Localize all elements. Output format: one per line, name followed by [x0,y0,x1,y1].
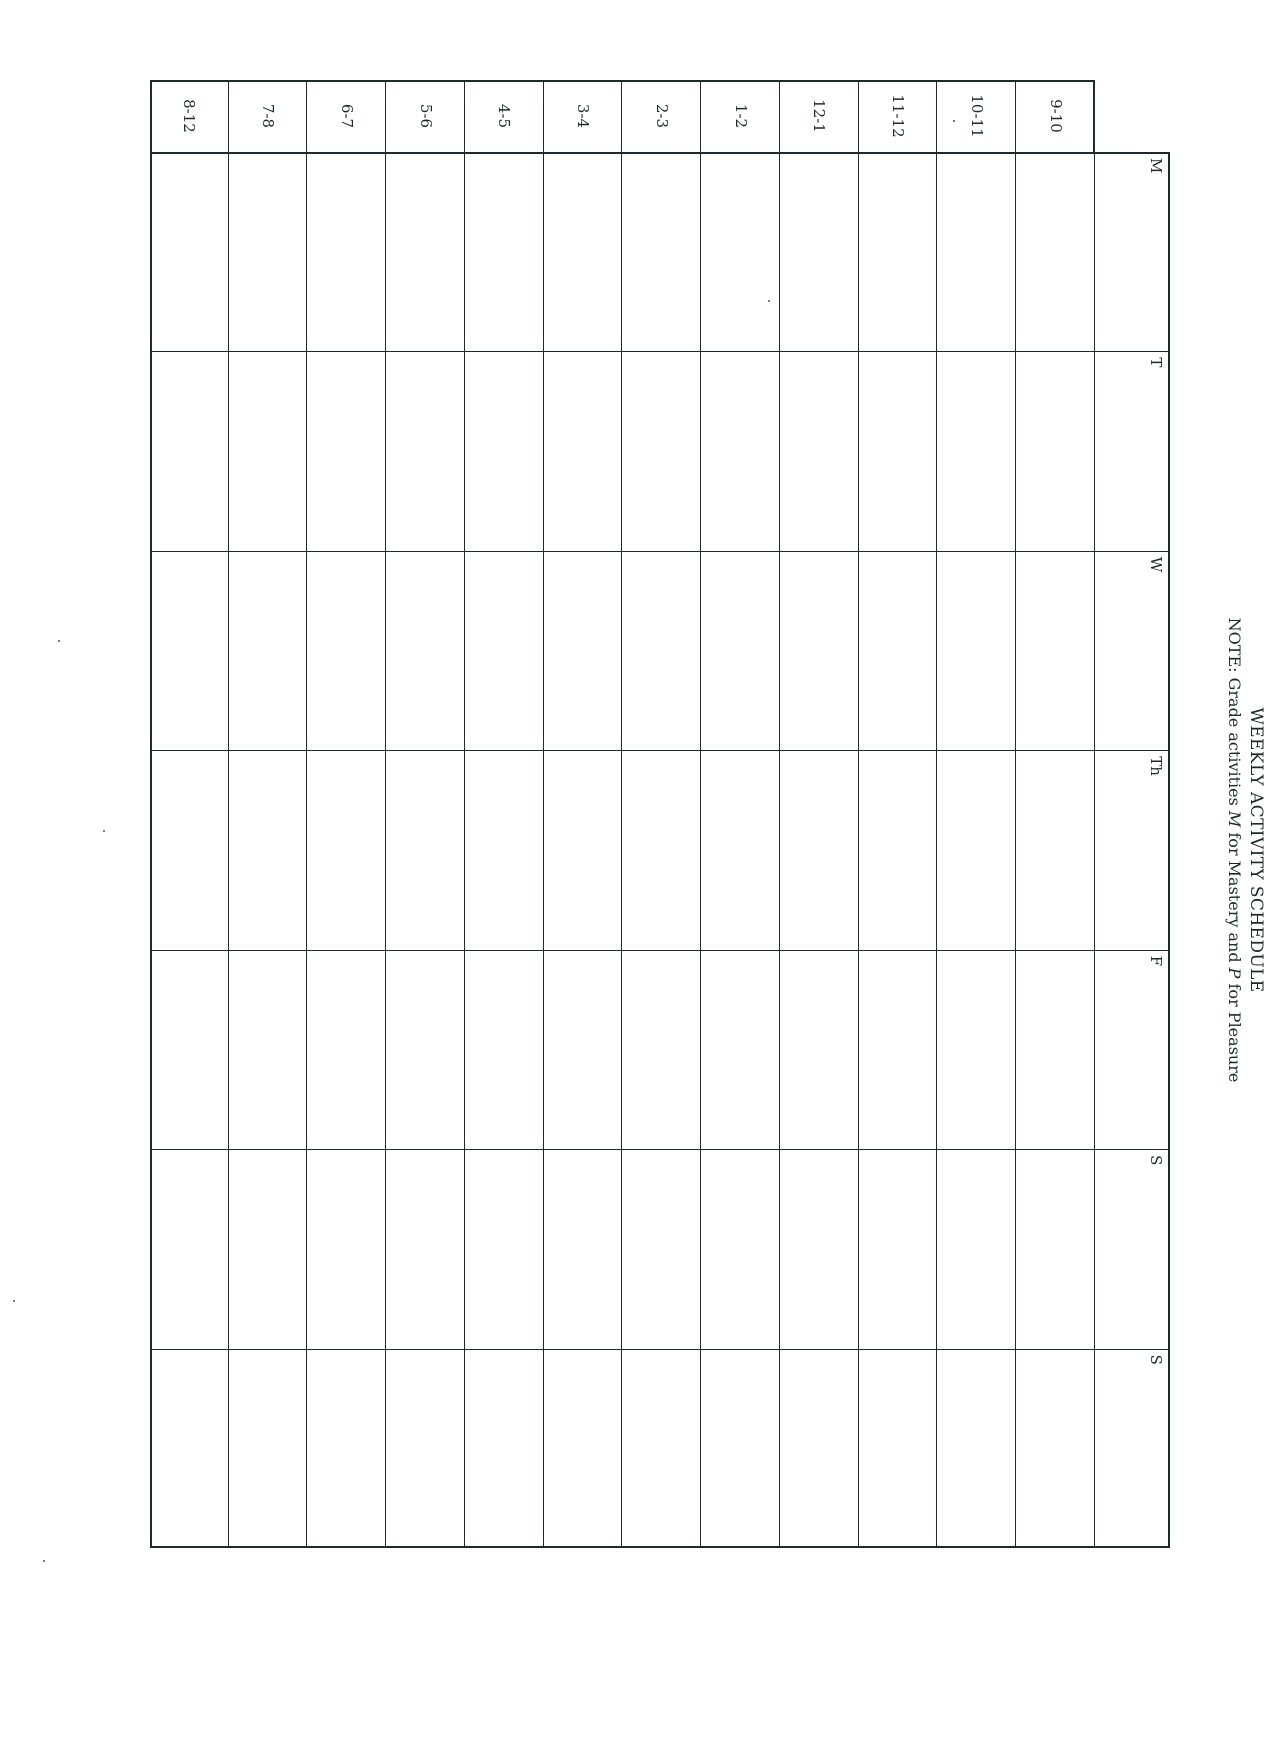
schedule-cell[interactable] [150,351,229,550]
schedule-cell[interactable] [544,1149,623,1348]
schedule-cell[interactable] [1016,750,1095,949]
note-prefix: NOTE: Grade activities [1225,617,1244,811]
schedule-cell[interactable] [701,351,780,550]
schedule-cell[interactable] [229,950,308,1149]
time-slot-label: 3-4 [574,103,593,129]
note-middle: for Mastery and [1225,827,1244,968]
schedule-cell[interactable] [623,1149,702,1348]
schedule-cell[interactable] [623,950,702,1149]
schedule-cell[interactable] [465,1349,544,1548]
schedule-cell[interactable] [308,152,387,351]
schedule-cell[interactable] [701,950,780,1149]
schedule-cell[interactable] [386,1149,465,1348]
schedule-cell[interactable] [780,750,859,949]
schedule-cell[interactable] [386,351,465,550]
time-slot-label: 12-1 [810,99,829,133]
grading-note [1225,0,1244,1700]
schedule-cell[interactable] [701,152,780,351]
day-header-2: T [1147,357,1165,368]
schedule-cell[interactable] [859,152,938,351]
schedule-cell[interactable] [780,950,859,1149]
schedule-cell[interactable] [150,950,229,1149]
scan-speck [58,640,60,642]
schedule-cell[interactable] [544,750,623,949]
schedule-cell[interactable] [308,551,387,750]
schedule-cell[interactable] [150,551,229,750]
schedule-cell[interactable] [544,950,623,1149]
schedule-cell[interactable] [544,551,623,750]
time-slot-label: 4-5 [495,103,514,129]
schedule-cell[interactable] [308,351,387,550]
schedule-cell[interactable] [308,1149,387,1348]
schedule-cell[interactable] [938,551,1017,750]
schedule-cell[interactable] [938,950,1017,1149]
schedule-cell[interactable] [150,750,229,949]
schedule-cell[interactable] [308,1349,387,1548]
schedule-cell[interactable] [859,750,938,949]
schedule-cell[interactable] [623,551,702,750]
day-header-3: W [1147,556,1165,573]
schedule-cell[interactable] [859,1149,938,1348]
time-slot-label: 5-6 [416,103,435,129]
schedule-cell[interactable] [1016,152,1095,351]
time-slot-label: 7-8 [259,103,278,129]
schedule-cell[interactable] [229,152,308,351]
schedule-cell[interactable] [780,551,859,750]
time-slot-label: 1-2 [731,103,750,129]
time-slot-label: 9-10 [1046,99,1065,133]
schedule-cell[interactable] [780,1349,859,1548]
schedule-cell[interactable] [938,750,1017,949]
schedule-cell[interactable] [229,1349,308,1548]
schedule-cell[interactable] [229,750,308,949]
page-title: WEEKLY ACTIVITY SCHEDULE [1246,707,1266,993]
time-slot-label: 10-11 [967,94,986,138]
schedule-cell[interactable] [780,1149,859,1348]
schedule-cell[interactable] [1016,1349,1095,1548]
schedule-cell[interactable] [386,551,465,750]
schedule-cell[interactable] [1016,551,1095,750]
note-mastery-letter: M [1225,810,1244,828]
day-header-4: Th [1147,756,1165,776]
schedule-cell[interactable] [150,1149,229,1348]
schedule-cell[interactable] [465,950,544,1149]
schedule-cell[interactable] [465,351,544,550]
schedule-cell[interactable] [859,551,938,750]
schedule-cell[interactable] [1016,950,1095,1149]
schedule-cell[interactable] [229,1149,308,1348]
time-column-frame [150,80,1095,154]
scan-speck [953,120,955,122]
schedule-cell[interactable] [701,750,780,949]
day-header-5: F [1147,955,1165,967]
schedule-cell[interactable] [623,351,702,550]
schedule-cell[interactable] [229,551,308,750]
schedule-cell[interactable] [859,351,938,550]
scan-speck [13,1300,15,1302]
schedule-cell[interactable] [544,1349,623,1548]
schedule-cell[interactable] [386,750,465,949]
schedule-cell[interactable] [308,950,387,1149]
schedule-cell[interactable] [1016,351,1095,550]
schedule-cell[interactable] [701,551,780,750]
time-slot-label: 6-7 [337,103,356,129]
schedule-cell[interactable] [544,351,623,550]
schedule-cell[interactable] [859,1349,938,1548]
scan-speck [768,300,770,302]
schedule-cell[interactable] [308,750,387,949]
time-slot-label: 8-12 [180,99,199,133]
schedule-cell[interactable] [938,1349,1017,1548]
day-header-1: M [1147,158,1165,174]
schedule-cell[interactable] [623,750,702,949]
schedule-cell[interactable] [701,1349,780,1548]
schedule-cell[interactable] [1016,1149,1095,1348]
schedule-cell[interactable] [938,1149,1017,1348]
schedule-cell[interactable] [938,351,1017,550]
note-pleasure-letter: P [1225,967,1244,979]
schedule-cell[interactable] [150,1349,229,1548]
time-slot-label: 11-12 [889,94,908,138]
schedule-cell[interactable] [701,1149,780,1348]
time-slot-label: 2-3 [652,103,671,129]
scan-speck [43,1560,45,1562]
schedule-cell[interactable] [386,1349,465,1548]
schedule-cell[interactable] [859,950,938,1149]
schedule-cell[interactable] [544,152,623,351]
schedule-cell[interactable] [386,152,465,351]
schedule-cell[interactable] [150,152,229,351]
schedule-cell[interactable] [465,152,544,351]
schedule-cell[interactable] [780,152,859,351]
scan-speck [103,830,105,832]
schedule-cell[interactable] [938,152,1017,351]
schedule-cell[interactable] [465,750,544,949]
day-header-6: S [1147,1155,1165,1166]
note-suffix: for Pleasure [1225,978,1244,1083]
schedule-cell[interactable] [465,1149,544,1348]
schedule-cell[interactable] [229,351,308,550]
day-header-7: S [1147,1354,1165,1365]
schedule-cell[interactable] [465,551,544,750]
schedule-cell[interactable] [780,351,859,550]
schedule-cell[interactable] [623,1349,702,1548]
schedule-cell[interactable] [386,950,465,1149]
schedule-cell[interactable] [623,152,702,351]
